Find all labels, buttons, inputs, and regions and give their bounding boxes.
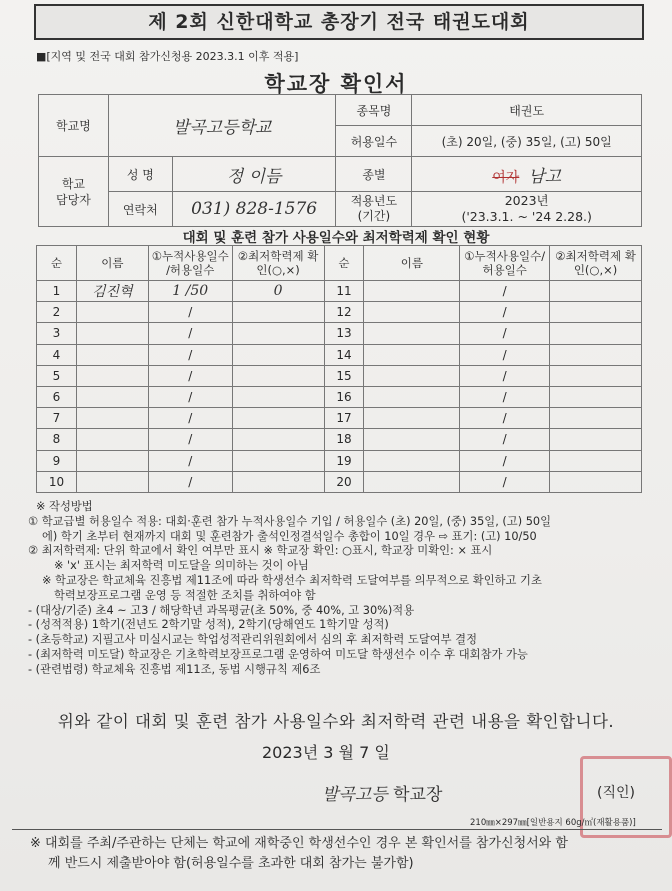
student-name — [364, 365, 460, 386]
note-line: ① 학교급별 허용일수 적용: 대회·훈련 참가 누적사용일수 기입 / 허용일수 (초) 20일, (중) 35일, (고) 50일 — [28, 514, 551, 528]
col-used-left: ①누적사용일수 /허용일수 — [148, 246, 232, 281]
col-check-right: ②최저학력제 확인(○,×) — [550, 246, 642, 281]
allowed-days-value: (초) 20일, (중) 35일, (고) 50일 — [412, 126, 642, 157]
footer-note — [30, 834, 660, 874]
event-title: 제 2회 신한대학교 총장기 전국 태권도대회 — [148, 11, 530, 33]
min-grade-check — [550, 344, 642, 365]
used-days: / — [460, 386, 550, 407]
used-days: / — [460, 344, 550, 365]
row-number: 13 — [324, 323, 364, 344]
col-check-left: ②최저학력제 확인(○,×) — [232, 246, 324, 281]
used-days: / — [148, 323, 232, 344]
row-number: 11 — [324, 281, 364, 302]
student-name — [76, 408, 148, 429]
row-number: 10 — [37, 471, 77, 492]
contact-label: 연락처 — [108, 192, 172, 227]
col-used-right: ①누적사용일수/ 허용일수 — [460, 246, 550, 281]
row-number: 9 — [37, 450, 77, 471]
used-days: / — [148, 386, 232, 407]
row-number: 16 — [324, 386, 364, 407]
status-section-title: 대회 및 훈련 참가 사용일수와 최저학력제 확인 현황 — [182, 230, 490, 246]
used-days: / — [148, 302, 232, 323]
row-number: 14 — [324, 344, 364, 365]
note-line: ※ 'x' 표시는 최저학력 미도달을 의미하는 것이 아님 — [54, 559, 309, 573]
student-name — [364, 344, 460, 365]
table-row — [37, 429, 642, 450]
notes-section — [28, 500, 658, 678]
note-line: - (성적적용) 1학기(전년도 2학기말 성적), 2학기(당해연도 1학기말 성적) — [28, 618, 389, 632]
min-grade-check — [232, 344, 324, 365]
used-days: / — [460, 323, 550, 344]
note-line: - (최저학력 미도달) 학교장은 기초학력보장프로그램 운영하여 미도달 학생선수 이수 후 대회참가 가능 — [28, 647, 528, 661]
used-days: / — [148, 450, 232, 471]
student-name — [76, 386, 148, 407]
min-grade-check — [232, 323, 324, 344]
applied-year-label: 적용년도 (기간) — [336, 192, 412, 227]
min-grade-check — [232, 386, 324, 407]
used-days: / — [460, 471, 550, 492]
student-name — [76, 344, 148, 365]
table-row — [37, 365, 642, 386]
staff-name-value: 정 이듬 — [172, 157, 336, 192]
table-row — [37, 386, 642, 407]
row-number: 3 — [37, 323, 77, 344]
row-number: 1 — [37, 281, 77, 302]
table-row — [37, 450, 642, 471]
row-number: 8 — [37, 429, 77, 450]
student-name — [364, 386, 460, 407]
used-days: / — [460, 429, 550, 450]
min-grade-check — [550, 281, 642, 302]
min-grade-check — [232, 450, 324, 471]
used-days: / — [148, 471, 232, 492]
student-name — [364, 408, 460, 429]
table-row — [37, 323, 642, 344]
staff-name-label: 성 명 — [108, 157, 172, 192]
row-number: 19 — [324, 450, 364, 471]
footer-line: ※ 대회를 주최/주관하는 단체는 학교에 재학중인 학생선수인 경우 본 확인서를 참가신청서와 함 — [30, 836, 568, 851]
min-grade-check — [550, 323, 642, 344]
contact-value: 031) 828-1576 — [172, 192, 336, 227]
school-name-value: 발곡고등학교 — [108, 95, 336, 157]
col-name-left: 이름 — [76, 246, 148, 281]
student-name — [364, 281, 460, 302]
row-number: 2 — [37, 302, 77, 323]
min-grade-check — [232, 302, 324, 323]
row-number: 17 — [324, 408, 364, 429]
used-days: / — [460, 281, 550, 302]
principal-signature: 발곡고등 학교장 — [322, 785, 443, 805]
application-note: ■[지역 및 전국 대회 참가신청용 2023.3.1 이후 적용] — [36, 50, 299, 63]
student-name — [76, 323, 148, 344]
used-days: / — [148, 429, 232, 450]
used-days: / — [460, 408, 550, 429]
min-grade-check — [550, 450, 642, 471]
used-days: / — [148, 365, 232, 386]
student-name — [364, 429, 460, 450]
used-days: / — [148, 408, 232, 429]
row-number: 4 — [37, 344, 77, 365]
student-name: 김진혁 — [76, 281, 148, 302]
seal-label: (직인) — [597, 785, 635, 801]
min-grade-check — [550, 408, 642, 429]
table-row — [37, 344, 642, 365]
event-title-box — [34, 4, 644, 40]
student-name — [76, 450, 148, 471]
notes-heading: ※ 작성방법 — [36, 500, 93, 513]
student-name — [364, 323, 460, 344]
student-name — [76, 429, 148, 450]
row-number: 20 — [324, 471, 364, 492]
student-name — [364, 302, 460, 323]
used-days: / — [460, 450, 550, 471]
min-grade-check — [550, 429, 642, 450]
document-title: 학교장 확인서 — [264, 72, 408, 96]
info-table — [38, 94, 642, 227]
category-struck: 여자 — [492, 169, 520, 186]
table-row — [37, 281, 642, 302]
table-row — [37, 408, 642, 429]
min-grade-check — [232, 408, 324, 429]
note-line: - (관련법령) 학교체육 진흥법 제11조, 동법 시행규칙 제6조 — [28, 662, 321, 676]
category-handwritten: 남고 — [528, 166, 562, 187]
student-name — [76, 302, 148, 323]
student-name — [76, 471, 148, 492]
applied-year-value: 2023년 ('23.3.1. ~ '24 2.28.) — [412, 192, 642, 227]
note-line: 학력보장프로그램 운영 등 적절한 조치를 취하여야 함 — [54, 588, 316, 602]
footer-line: 께 반드시 제출받아야 함(허용일수를 초과한 대회 참가는 불가함) — [48, 856, 414, 871]
row-number: 6 — [37, 386, 77, 407]
category-value — [412, 157, 642, 192]
col-name-right: 이름 — [364, 246, 460, 281]
used-days: / — [460, 365, 550, 386]
note-line: - (대상/기준) 초4 ~ 고3 / 해당학년 과목평균(초 50%, 중 40%, 고 30%)적용 — [28, 603, 415, 617]
confirmation-statement: 위와 같이 대회 및 훈련 참가 사용일수와 최저학력 관련 내용을 확인합니다. — [57, 712, 615, 731]
min-grade-check — [232, 471, 324, 492]
col-no-left: 순 — [37, 246, 77, 281]
table-row — [37, 471, 642, 492]
student-name — [364, 471, 460, 492]
min-grade-check — [550, 365, 642, 386]
row-number: 15 — [324, 365, 364, 386]
min-grade-check — [232, 365, 324, 386]
student-name — [364, 450, 460, 471]
category-label: 종별 — [336, 157, 412, 192]
used-days: / — [460, 302, 550, 323]
footer-divider — [12, 829, 662, 830]
school-staff-label: 학교 담당자 — [39, 157, 109, 227]
note-line: ※ 학교장은 학교체육 진흥법 제11조에 따라 학생선수 최저학력 도달여부를 의무적으로 확인하고 기초 — [42, 573, 542, 587]
school-name-label: 학교명 — [39, 95, 109, 157]
row-number: 5 — [37, 365, 77, 386]
row-number: 12 — [324, 302, 364, 323]
row-number: 7 — [37, 408, 77, 429]
note-line: 에) 학기 초부터 현재까지 대회 및 훈련참가 출석인정결석일수 총합이 10일 경우 ⇨ 표기: (고) 10/50 — [42, 529, 537, 543]
confirmation-date: 2023년 3 월 7 일 — [262, 743, 390, 762]
min-grade-check — [550, 386, 642, 407]
participation-table — [36, 245, 642, 493]
note-line: ② 최저학력제: 단위 학교에서 확인 여부만 표시 ※ 학교장 확인: ○표시, 학교장 미확인: × 표시 — [28, 544, 493, 558]
min-grade-check — [550, 302, 642, 323]
used-days: 1 /50 — [148, 281, 232, 302]
paper-size-note: 210㎜×297㎜[일반용지 60g/㎡(재활용품)] — [470, 818, 636, 828]
note-line: - (초등학교) 지필고사 미실시교는 학업성적관리위원회에서 심의 후 최저학력 도달여부 결정 — [28, 633, 477, 647]
student-name — [76, 365, 148, 386]
col-no-right: 순 — [324, 246, 364, 281]
min-grade-check — [232, 429, 324, 450]
event-type-label: 종목명 — [336, 95, 412, 126]
used-days: / — [148, 344, 232, 365]
min-grade-check — [550, 471, 642, 492]
min-grade-check: 0 — [232, 281, 324, 302]
row-number: 18 — [324, 429, 364, 450]
table-row — [37, 302, 642, 323]
allowed-days-label: 허용일수 — [336, 126, 412, 157]
event-type-value: 태권도 — [412, 95, 642, 126]
